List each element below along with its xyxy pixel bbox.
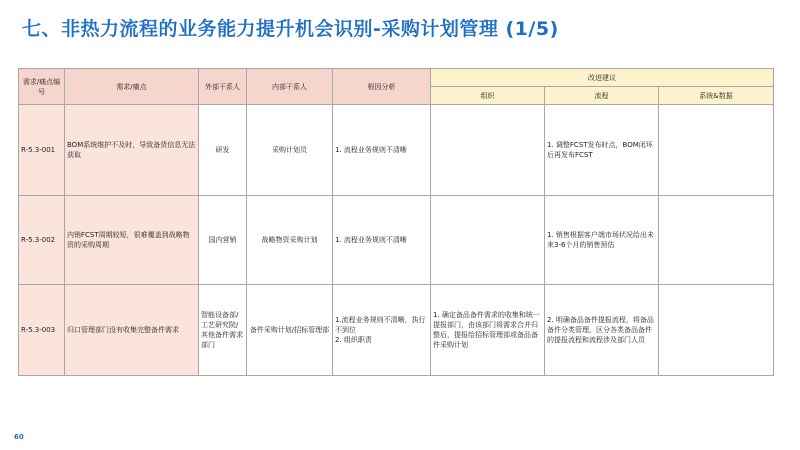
row-external: 研发 (199, 105, 247, 196)
row-org: 1. 确定备品备件需求的收集和统一提报部门，由该部门将需求合并归整后，提报给招标管理部或备品备件采购计划 (431, 285, 545, 376)
row-system (659, 105, 774, 196)
header-need: 需求/痛点 (65, 69, 199, 105)
table-row (19, 105, 774, 196)
row-root-cause: 1. 流程业务规则不清晰 (333, 105, 431, 196)
header-process: 流程 (545, 87, 659, 105)
page-number: 60 (14, 433, 24, 441)
row-root-cause: 1. 流程业务规则不清晰 (333, 196, 431, 285)
table-row (19, 285, 774, 376)
row-id: R-5.3-003 (19, 285, 65, 376)
row-internal: 战略物资采购计划 (247, 196, 333, 285)
row-org (431, 196, 545, 285)
row-need: 内销FCST周期较短，很难覆盖到战略物资的采购周期 (65, 196, 199, 285)
header-root-cause: 根因分析 (333, 69, 431, 105)
row-internal: 采购计划员 (247, 105, 333, 196)
header-id: 需求/痛点编号 (19, 69, 65, 105)
row-id: R-5.3-001 (19, 105, 65, 196)
row-process: 1. 销售根据客户端市场状况给出未来3-6个月的销售预估 (545, 196, 659, 285)
row-need: 归口管理部门没有收集完整备件需求 (65, 285, 199, 376)
row-process: 2. 明确备品备件提报流程，将备品备件分类管理，区分各类备品备件的提报流程和流程涉及部门人员 (545, 285, 659, 376)
table-row (19, 196, 774, 285)
header-row-1 (19, 69, 774, 87)
page-title: 七、非热力流程的业务能力提升机会识别-采购计划管理 (1/5) (22, 18, 559, 40)
row-id: R-5.3-002 (19, 196, 65, 285)
header-external: 外部干系人 (199, 69, 247, 105)
row-root-cause: 1.流程业务规则不清晰，执行不到位 2. 组织职责 (333, 285, 431, 376)
header-internal: 内部干系人 (247, 69, 333, 105)
header-org: 组织 (431, 87, 545, 105)
row-org (431, 105, 545, 196)
row-external: 国内营销 (199, 196, 247, 285)
header-system: 系统&数据 (659, 87, 774, 105)
row-internal: 备件采购计划/招标管理部 (247, 285, 333, 376)
row-external: 智能设备部/工艺研究院/其他备件需求部门 (199, 285, 247, 376)
header-improvement: 改进建议 (431, 69, 774, 87)
requirements-table (18, 68, 774, 376)
row-process: 1. 调整FCST发布时点，BOM闭环后再发布FCST (545, 105, 659, 196)
row-system (659, 196, 774, 285)
row-need: BOM系统维护不及时，导致备货信息无法获取 (65, 105, 199, 196)
row-system (659, 285, 774, 376)
